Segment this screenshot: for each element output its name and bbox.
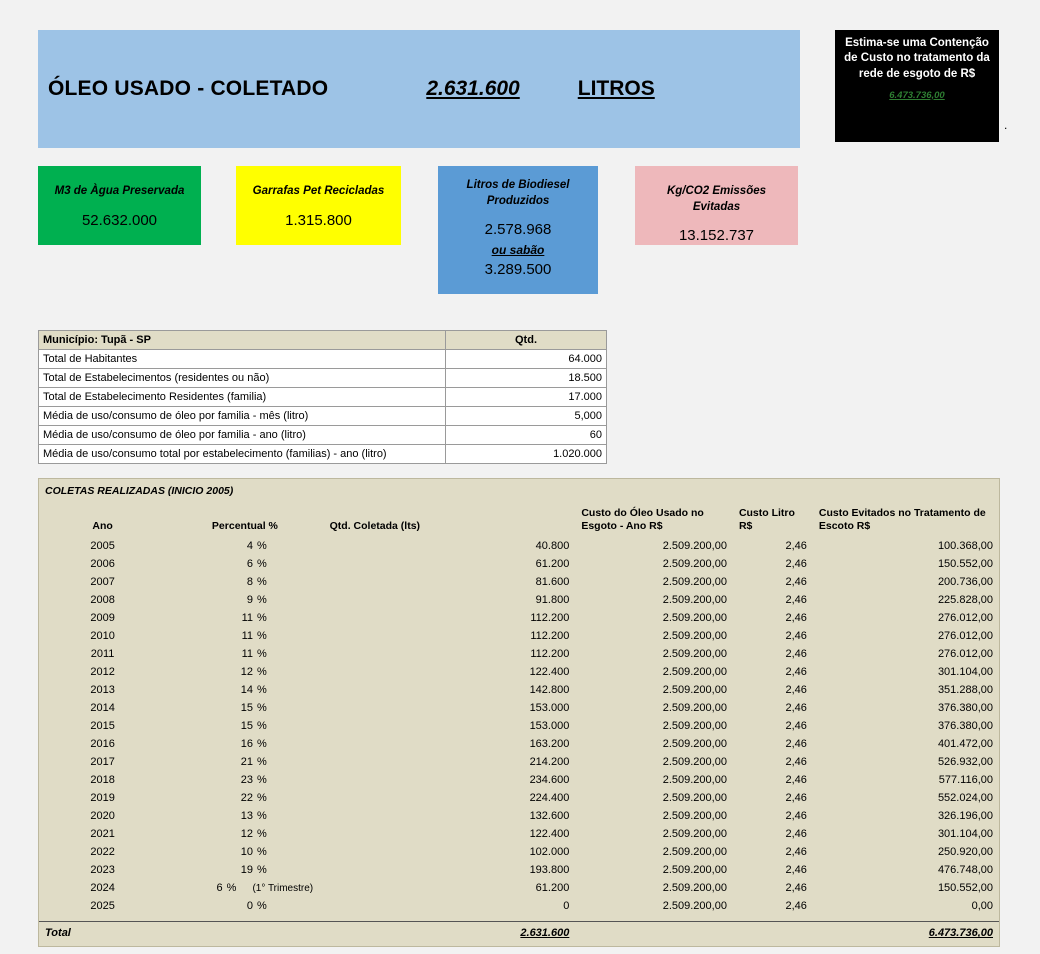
cell-percentual	[166, 735, 323, 753]
cell-custo-evitado: 301.104,00	[937, 828, 993, 841]
col-header-evitados: Custo Evitados no Tratamento de Escoto R$	[818, 507, 986, 533]
cell-custo-evitado: 276.012,00	[937, 630, 993, 643]
total-evitados: 6.473.736,00	[813, 922, 999, 943]
cell-custo-evitado: 476.748,00	[937, 864, 993, 877]
municipality-table	[38, 330, 607, 464]
municipality-name: Município: Tupã - SP	[39, 331, 446, 350]
cell-custo-evitado: 376.380,00	[937, 720, 993, 733]
collections-table	[39, 507, 999, 942]
percent-value: 6	[216, 882, 223, 895]
table-row	[39, 789, 999, 807]
percent-value: 12	[240, 828, 253, 841]
kpi-value-bottles: 1.315.800	[285, 211, 352, 229]
kpi-label-biodiesel: Litros de Biodiesel Produzidos	[466, 179, 570, 207]
kpi-label-water: M3 de Àgua Preservada	[54, 185, 185, 197]
header-banner	[38, 30, 800, 148]
cell-custo-ano: 2.509.200,00	[662, 792, 727, 805]
cell-ano: 2017	[90, 756, 115, 769]
cell-percentual	[166, 825, 323, 843]
collections-total-row	[39, 922, 999, 943]
cell-ano: 2013	[90, 684, 115, 697]
municipality-row-qty: 60	[446, 426, 607, 445]
cell-percentual	[166, 663, 323, 681]
percent-value: 22	[240, 792, 253, 805]
table-row	[39, 753, 999, 771]
table-row	[39, 879, 999, 897]
table-row	[39, 825, 999, 843]
cell-custo-litro: 2,46	[785, 900, 807, 913]
cell-qtd-coletada: 112.200	[530, 630, 570, 643]
total-collected-unit: LITROS	[577, 77, 655, 100]
table-row	[39, 663, 999, 681]
cell-custo-evitado: 577.116,00	[938, 774, 993, 787]
cell-custo-litro: 2,46	[785, 738, 807, 751]
percent-value: 11	[241, 648, 253, 661]
cell-qtd-coletada: 112.200	[530, 648, 570, 661]
cell-ano: 2023	[90, 864, 115, 877]
percent-value: 8	[246, 576, 253, 589]
cell-custo-litro: 2,46	[785, 648, 807, 661]
collections-header-row	[39, 507, 999, 537]
cell-qtd-coletada: 102.000	[529, 846, 570, 859]
cell-custo-litro: 2,46	[785, 540, 807, 553]
percent-sign: %	[257, 810, 267, 823]
percent-value: 4	[246, 540, 253, 553]
table-row	[39, 555, 999, 573]
cell-percentual	[166, 591, 323, 609]
table-row	[39, 609, 999, 627]
cell-ano: 2024	[90, 882, 115, 895]
total-pct	[166, 922, 323, 943]
municipality-row-label: Média de uso/consumo de óleo por familia - mês (litro)	[39, 407, 446, 426]
cell-custo-evitado: 150.552,00	[937, 558, 993, 571]
percent-value: 12	[240, 666, 253, 679]
table-row	[39, 681, 999, 699]
municipality-row-qty: 1.020.000	[446, 445, 607, 464]
cell-custo-litro: 2,46	[785, 720, 807, 733]
col-header-custo-ano: Custo do Óleo Usado no Esgoto - Ano R$	[581, 507, 704, 533]
cell-custo-litro: 2,46	[785, 774, 807, 787]
cell-custo-ano: 2.509.200,00	[662, 882, 727, 895]
cell-custo-evitado: 100.368,00	[937, 540, 993, 553]
municipality-qty-header: Qtd.	[446, 331, 607, 350]
table-row	[39, 861, 999, 879]
cell-custo-ano: 2.509.200,00	[662, 720, 727, 733]
cell-qtd-coletada: 0	[563, 900, 570, 913]
cell-custo-evitado: 552.024,00	[937, 792, 993, 805]
cell-ano: 2008	[90, 594, 115, 607]
percent-value: 23	[240, 774, 253, 787]
percent-sign: %	[226, 882, 237, 895]
percent-sign: %	[257, 684, 267, 697]
cell-ano: 2021	[90, 828, 115, 841]
cell-percentual	[166, 861, 323, 879]
cell-custo-evitado: 276.012,00	[937, 648, 993, 661]
cell-custo-litro: 2,46	[785, 594, 807, 607]
kpi-card-bottles	[236, 166, 401, 245]
cell-percentual	[166, 699, 323, 717]
collections-panel	[38, 478, 1000, 947]
cell-custo-litro: 2,46	[785, 666, 807, 679]
cell-qtd-coletada: 234.600	[529, 774, 570, 787]
table-row	[39, 426, 607, 445]
percent-value: 15	[240, 720, 253, 733]
cell-percentual	[166, 807, 323, 825]
cell-percentual	[166, 717, 323, 735]
cell-percentual	[166, 645, 323, 663]
cell-percentual	[166, 879, 323, 897]
cell-custo-evitado: 526.932,00	[937, 756, 993, 769]
cell-custo-litro: 2,46	[785, 864, 807, 877]
table-row	[39, 350, 607, 369]
municipality-row-qty: 18.500	[446, 369, 607, 388]
cell-qtd-coletada: 61.200	[535, 558, 570, 571]
cell-custo-ano: 2.509.200,00	[662, 666, 727, 679]
cell-percentual	[166, 609, 323, 627]
cell-custo-ano: 2.509.200,00	[662, 702, 727, 715]
cell-custo-litro: 2,46	[785, 792, 807, 805]
percent-value: 21	[240, 756, 253, 769]
total-custo-ano	[575, 922, 733, 943]
cell-qtd-coletada: 153.000	[529, 702, 570, 715]
municipality-row-label: Total de Habitantes	[39, 350, 446, 369]
cell-custo-evitado: 250.920,00	[937, 846, 993, 859]
cell-ano: 2007	[90, 576, 115, 589]
table-row	[39, 537, 999, 555]
cell-qtd-coletada: 153.000	[529, 720, 570, 733]
cell-custo-evitado: 401.472,00	[937, 738, 993, 751]
table-row	[39, 645, 999, 663]
col-header-qtd: Qtd. Coletada (lts)	[329, 520, 421, 533]
municipality-row-qty: 17.000	[446, 388, 607, 407]
cell-custo-ano: 2.509.200,00	[662, 540, 727, 553]
table-row	[39, 843, 999, 861]
cell-percentual	[166, 789, 323, 807]
table-header-row	[39, 331, 607, 350]
cell-qtd-coletada: 142.800	[529, 684, 570, 697]
percent-value: 15	[240, 702, 253, 715]
cell-ano: 2009	[90, 612, 115, 625]
cell-ano: 2018	[90, 774, 115, 787]
kpi-card-biodiesel	[438, 166, 598, 294]
percent-sign: %	[257, 756, 267, 769]
table-row	[39, 735, 999, 753]
percent-sign: %	[257, 540, 267, 553]
percent-value: 9	[246, 594, 253, 607]
cell-custo-evitado: 200.736,00	[937, 576, 993, 589]
col-header-percentual: Percentual %	[211, 520, 278, 533]
percent-note: (1° Trimestre)	[252, 883, 314, 895]
cell-custo-evitado: 376.380,00	[937, 702, 993, 715]
cell-custo-litro: 2,46	[785, 882, 807, 895]
cell-ano: 2012	[90, 666, 115, 679]
cell-custo-litro: 2,46	[785, 612, 807, 625]
table-row	[39, 591, 999, 609]
table-row	[39, 627, 999, 645]
cell-percentual	[166, 537, 323, 555]
table-row	[39, 807, 999, 825]
cell-qtd-coletada: 40.800	[535, 540, 570, 553]
cell-custo-ano: 2.509.200,00	[662, 738, 727, 751]
table-row	[39, 897, 999, 915]
trailing-dot: .	[1004, 118, 1008, 132]
percent-sign: %	[257, 630, 267, 643]
cell-ano: 2019	[90, 792, 115, 805]
cell-custo-evitado: 225.828,00	[937, 594, 993, 607]
table-row	[39, 369, 607, 388]
kpi-value-biodiesel: 2.578.968	[484, 221, 552, 239]
percent-sign: %	[257, 702, 267, 715]
table-row	[39, 407, 607, 426]
cell-ano: 2022	[90, 846, 115, 859]
percent-value: 16	[240, 738, 253, 751]
percent-sign: %	[257, 846, 267, 859]
page-title: ÓLEO USADO - COLETADO	[48, 77, 329, 100]
cell-ano: 2015	[90, 720, 115, 733]
municipality-row-label: Média de uso/consumo total por estabelecimento (familias) - ano (litro)	[39, 445, 446, 464]
cell-qtd-coletada: 224.400	[529, 792, 570, 805]
table-row	[39, 717, 999, 735]
cost-containment-amount: 6.473.736,00	[889, 89, 945, 101]
cell-qtd-coletada: 132.600	[529, 810, 570, 823]
cell-custo-litro: 2,46	[785, 846, 807, 859]
cell-qtd-coletada: 91.800	[535, 594, 570, 607]
percent-value: 19	[240, 864, 253, 877]
cell-custo-litro: 2,46	[785, 684, 807, 697]
cell-custo-evitado: 301.104,00	[937, 666, 993, 679]
cell-qtd-coletada: 214.200	[529, 756, 570, 769]
cell-custo-ano: 2.509.200,00	[662, 774, 727, 787]
kpi-value-water: 52.632.000	[81, 211, 158, 229]
cell-qtd-coletada: 122.400	[529, 666, 570, 679]
cost-containment-box	[835, 30, 999, 142]
cell-qtd-coletada: 81.600	[535, 576, 570, 589]
cell-percentual	[166, 771, 323, 789]
percent-value: 11	[241, 612, 253, 625]
kpi-card-co2	[635, 166, 798, 245]
total-qtd: 2.631.600	[324, 922, 576, 943]
cell-ano: 2010	[90, 630, 115, 643]
cell-custo-ano: 2.509.200,00	[662, 828, 727, 841]
cell-qtd-coletada: 163.200	[529, 738, 570, 751]
cell-custo-evitado: 276.012,00	[937, 612, 993, 625]
percent-sign: %	[257, 558, 267, 571]
cell-percentual	[166, 681, 323, 699]
cell-qtd-coletada: 193.800	[529, 864, 570, 877]
total-custo-litro	[733, 922, 813, 943]
percent-value: 10	[240, 846, 253, 859]
cell-custo-evitado: 351.288,00	[937, 684, 993, 697]
municipality-row-qty: 64.000	[446, 350, 607, 369]
cell-qtd-coletada: 61.200	[535, 882, 570, 895]
percent-sign: %	[257, 576, 267, 589]
percent-sign: %	[257, 594, 267, 607]
cell-custo-ano: 2.509.200,00	[662, 756, 727, 769]
table-row	[39, 771, 999, 789]
kpi-label-co2: Kg/CO2 Emissões Evitadas	[666, 185, 767, 213]
percent-sign: %	[257, 666, 267, 679]
municipality-row-qty: 5,000	[446, 407, 607, 426]
cell-custo-ano: 2.509.200,00	[662, 864, 727, 877]
table-row	[39, 388, 607, 407]
cell-percentual	[166, 843, 323, 861]
kpi-sublabel-soap: ou sabão	[491, 243, 545, 258]
cell-ano: 2011	[90, 648, 115, 661]
percent-value: 6	[246, 558, 253, 571]
percent-sign: %	[257, 864, 267, 877]
percent-value: 14	[240, 684, 253, 697]
cell-ano: 2025	[90, 900, 115, 913]
cell-custo-litro: 2,46	[785, 630, 807, 643]
cell-percentual	[166, 753, 323, 771]
cell-custo-ano: 2.509.200,00	[662, 576, 727, 589]
cell-custo-ano: 2.509.200,00	[662, 900, 727, 913]
cell-custo-ano: 2.509.200,00	[662, 558, 727, 571]
total-collected-value: 2.631.600	[426, 77, 520, 100]
kpi-value-co2: 13.152.737	[678, 227, 755, 245]
cell-custo-evitado: 150.552,00	[937, 882, 993, 895]
percent-value: 0	[246, 900, 253, 913]
cell-custo-litro: 2,46	[785, 810, 807, 823]
cell-custo-evitado: 326.196,00	[937, 810, 993, 823]
table-row	[39, 573, 999, 591]
cell-percentual	[166, 897, 323, 915]
municipality-row-label: Total de Estabelecimento Residentes (familia)	[39, 388, 446, 407]
cell-ano: 2005	[90, 540, 115, 553]
percent-value: 13	[240, 810, 253, 823]
percent-sign: %	[257, 774, 267, 787]
cell-custo-ano: 2.509.200,00	[662, 630, 727, 643]
kpi-label-bottles: Garrafas Pet Recicladas	[252, 185, 385, 197]
cell-custo-litro: 2,46	[785, 576, 807, 589]
cell-percentual	[166, 627, 323, 645]
cell-custo-ano: 2.509.200,00	[662, 612, 727, 625]
table-row	[39, 445, 607, 464]
percent-sign: %	[257, 648, 267, 661]
cell-ano: 2020	[90, 810, 115, 823]
municipality-row-label: Média de uso/consumo de óleo por familia - ano (litro)	[39, 426, 446, 445]
percent-sign: %	[257, 720, 267, 733]
cell-custo-ano: 2.509.200,00	[662, 846, 727, 859]
cell-custo-litro: 2,46	[785, 828, 807, 841]
total-label: Total	[39, 922, 166, 943]
cell-percentual	[166, 573, 323, 591]
cell-custo-ano: 2.509.200,00	[662, 684, 727, 697]
cell-custo-litro: 2,46	[785, 756, 807, 769]
cell-custo-evitado: 0,00	[971, 900, 993, 913]
kpi-value-soap: 3.289.500	[484, 261, 552, 279]
percent-sign: %	[257, 612, 267, 625]
cell-custo-ano: 2.509.200,00	[662, 594, 727, 607]
cell-qtd-coletada: 122.400	[529, 828, 570, 841]
collections-title: COLETAS REALIZADAS (INICIO 2005)	[45, 485, 234, 497]
table-row	[39, 699, 999, 717]
cell-ano: 2016	[90, 738, 115, 751]
cell-ano: 2006	[90, 558, 115, 571]
cell-qtd-coletada: 112.200	[530, 612, 570, 625]
percent-sign: %	[257, 828, 267, 841]
col-header-ano: Ano	[92, 520, 113, 533]
cell-custo-litro: 2,46	[785, 702, 807, 715]
col-header-custo-litro: Custo Litro R$	[738, 507, 795, 533]
cell-custo-ano: 2.509.200,00	[662, 648, 727, 661]
percent-value: 11	[241, 630, 253, 643]
cost-containment-text: Estima-se uma Contenção de Custo no tratamento da rede de esgoto de R$	[844, 37, 990, 80]
cell-custo-ano: 2.509.200,00	[662, 810, 727, 823]
cell-ano: 2014	[90, 702, 115, 715]
kpi-card-water	[38, 166, 201, 245]
cell-custo-litro: 2,46	[785, 558, 807, 571]
municipality-row-label: Total de Estabelecimentos (residentes ou não)	[39, 369, 446, 388]
percent-sign: %	[257, 792, 267, 805]
percent-sign: %	[257, 738, 267, 751]
cell-percentual	[166, 555, 323, 573]
percent-sign: %	[257, 900, 267, 913]
